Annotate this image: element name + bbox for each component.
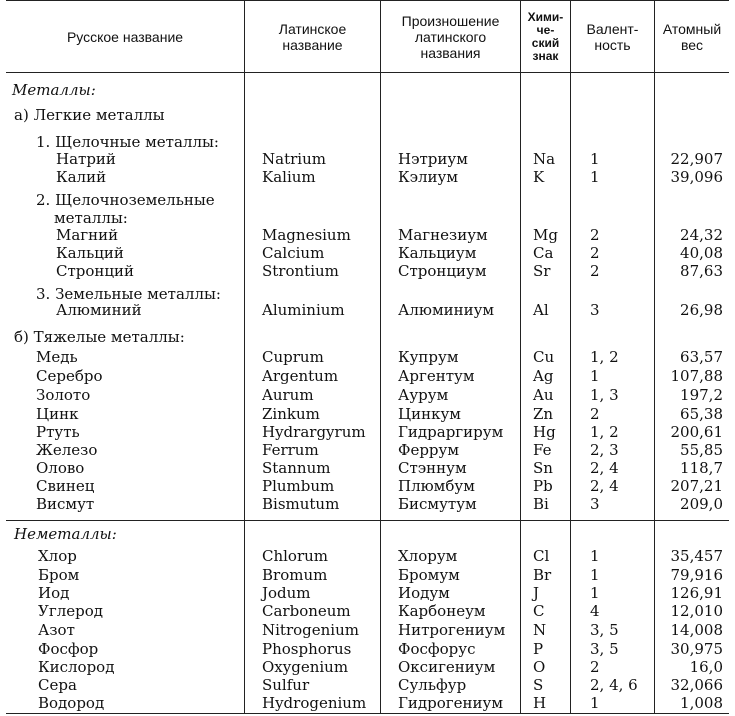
cell-latin-name: Stannum [262,459,331,477]
cell-russian-name: Магний [56,226,119,244]
cell-atomic-weight: 63,57 [680,348,723,366]
cell-atomic-weight: 12,010 [670,602,723,620]
cell-valence: 3, 5 [590,621,619,639]
cell-latin-name: Cuprum [262,348,324,366]
cell-atomic-weight: 35,457 [670,547,723,565]
cell-pronunciation: Алюминиум [398,301,495,319]
cell-russian-name: Кальций [56,244,124,262]
cell-valence: 1 [590,547,600,565]
cell-pronunciation: Гидраргирум [398,423,504,441]
column-divider [244,0,245,714]
cell-valence: 2 [590,262,600,280]
cell-russian-name: Фосфор [38,640,99,658]
cell-valence: 1 [590,694,600,712]
cell-pronunciation: Аурум [398,386,449,404]
cell-russian-name: Хлор [38,547,77,565]
cell-russian-name: Углерод [38,602,103,620]
cell-pronunciation: Карбонеум [398,602,486,620]
cell-russian-name: Кислород [38,658,115,676]
cell-russian-name: Медь [36,348,78,366]
cell-pronunciation: Плюмбум [398,477,475,495]
cell-valence: 1 [590,584,600,602]
cell-atomic-weight: 200,61 [670,423,723,441]
header-atomic-weight: Атомный вес [662,21,722,53]
cell-chemical-symbol: Pb [533,477,553,495]
group-label-alkali: 1. Щелочные металлы: [36,133,219,151]
cell-valence: 2, 4, 6 [590,676,638,694]
cell-russian-name: Иод [38,584,70,602]
cell-chemical-symbol: Al [533,301,549,319]
cell-pronunciation: Хлорум [398,547,458,565]
cell-pronunciation: Стэннум [398,459,467,477]
cell-valence: 2 [590,244,600,262]
cell-chemical-symbol: Br [533,566,552,584]
group-label-earth-metals: 3. Земельные металлы: [36,285,221,303]
cell-valence: 3 [590,495,600,513]
group-label-alkaline-earth: 2. Щелочноземельные [36,191,215,209]
header-chemical-symbol: Хими- че- ский знак [527,10,564,63]
section-divider [6,520,729,521]
cell-atomic-weight: 39,096 [670,168,723,186]
bottom-rule [6,713,729,714]
cell-russian-name: Бром [38,566,80,584]
cell-latin-name: Aluminium [262,301,345,319]
cell-latin-name: Hydrogenium [262,694,367,712]
header-latin-name: Латинское название [278,21,347,53]
cell-latin-name: Carboneum [262,602,351,620]
cell-chemical-symbol: Bi [533,495,549,513]
cell-russian-name: Цинк [36,405,79,423]
cell-latin-name: Bromum [262,566,328,584]
cell-atomic-weight: 32,066 [670,676,723,694]
cell-chemical-symbol: Mg [533,226,558,244]
cell-valence: 1 [590,367,600,385]
cell-atomic-weight: 107,88 [670,367,723,385]
cell-pronunciation: Иодум [398,584,450,602]
cell-latin-name: Plumbum [262,477,335,495]
cell-valence: 1, 2 [590,348,619,366]
cell-atomic-weight: 79,916 [670,566,723,584]
cell-atomic-weight: 30,975 [670,640,723,658]
cell-chemical-symbol: N [533,621,547,639]
cell-valence: 2, 4 [590,459,619,477]
cell-valence: 2, 4 [590,477,619,495]
cell-pronunciation: Нэтриум [398,150,468,168]
cell-valence: 2 [590,658,600,676]
cell-russian-name: Ртуть [36,423,80,441]
cell-russian-name: Водород [38,694,105,712]
cell-pronunciation: Гидрогениум [398,694,504,712]
cell-latin-name: Ferrum [262,441,319,459]
cell-latin-name: Aurum [262,386,314,404]
cell-pronunciation: Фосфорус [398,640,476,658]
cell-chemical-symbol: Fe [533,441,552,459]
group-label-alkaline-earth: металлы: [54,209,128,227]
cell-chemical-symbol: P [533,640,544,658]
cell-russian-name: Натрий [56,150,116,168]
cell-latin-name: Natrium [262,150,326,168]
cell-chemical-symbol: O [533,658,546,676]
cell-latin-name: Nitrogenium [262,621,359,639]
cell-chemical-symbol: Sn [533,459,553,477]
top-rule [6,0,729,1]
cell-chemical-symbol: C [533,602,545,620]
cell-valence: 2, 3 [590,441,619,459]
cell-chemical-symbol: K [533,168,545,186]
column-divider [570,0,571,714]
cell-atomic-weight: 207,21 [670,477,723,495]
cell-russian-name: Олово [36,459,85,477]
cell-atomic-weight: 14,008 [670,621,723,639]
group-label-heavy-metals: б) Тяжелые металлы: [14,328,185,346]
cell-russian-name: Серебро [36,367,103,385]
cell-latin-name: Calcium [262,244,325,262]
cell-atomic-weight: 24,32 [680,226,723,244]
cell-atomic-weight: 55,85 [680,441,723,459]
cell-pronunciation: Нитрогениум [398,621,506,639]
cell-pronunciation: Стронциум [398,262,487,280]
cell-valence: 1 [590,168,600,186]
cell-latin-name: Kalium [262,168,316,186]
cell-atomic-weight: 126,91 [670,584,723,602]
cell-chemical-symbol: J [533,584,540,602]
cell-atomic-weight: 22,907 [670,150,723,168]
cell-pronunciation: Купрум [398,348,459,366]
cell-pronunciation: Цинкум [398,405,461,423]
cell-latin-name: Chlorum [262,547,329,565]
cell-russian-name: Золото [36,386,91,404]
cell-chemical-symbol: Sr [533,262,551,280]
cell-russian-name: Свинец [36,477,95,495]
cell-atomic-weight: 118,7 [680,459,723,477]
cell-latin-name: Phosphorus [262,640,352,658]
cell-latin-name: Magnesium [262,226,351,244]
header-pronunciation: Произношение латинского названия [401,13,500,61]
cell-latin-name: Bismutum [262,495,340,513]
cell-chemical-symbol: Cu [533,348,555,366]
cell-latin-name: Sulfur [262,676,310,694]
column-divider [380,0,381,714]
cell-atomic-weight: 87,63 [680,262,723,280]
cell-russian-name: Сера [38,676,77,694]
cell-valence: 1, 3 [590,386,619,404]
cell-pronunciation: Бисмутум [398,495,477,513]
cell-pronunciation: Феррум [398,441,460,459]
cell-valence: 3 [590,301,600,319]
cell-chemical-symbol: H [533,694,547,712]
cell-pronunciation: Магнезиум [398,226,488,244]
cell-russian-name: Стронций [56,262,135,280]
header-valence: Валент- ность [586,21,639,53]
cell-pronunciation: Кэлиум [398,168,459,186]
cell-chemical-symbol: Au [533,386,554,404]
cell-atomic-weight: 65,38 [680,405,723,423]
section-label-nonmetals: Неметаллы: [14,525,117,543]
cell-pronunciation: Аргентум [398,367,475,385]
cell-chemical-symbol: Hg [533,423,556,441]
cell-valence: 4 [590,602,600,620]
cell-russian-name: Висмут [36,495,95,513]
cell-latin-name: Hydrargyrum [262,423,366,441]
cell-chemical-symbol: Cl [533,547,550,565]
cell-valence: 1, 2 [590,423,619,441]
cell-chemical-symbol: Ca [533,244,554,262]
cell-atomic-weight: 197,2 [680,386,723,404]
cell-atomic-weight: 209,0 [680,495,723,513]
cell-atomic-weight: 1,008 [680,694,723,712]
cell-valence: 2 [590,405,600,423]
cell-pronunciation: Оксигениум [398,658,496,676]
column-divider [520,0,521,714]
cell-atomic-weight: 40,08 [680,244,723,262]
cell-pronunciation: Сульфур [398,676,467,694]
cell-valence: 3, 5 [590,640,619,658]
cell-atomic-weight: 16,0 [689,658,723,676]
cell-russian-name: Калий [56,168,107,186]
cell-latin-name: Zinkum [262,405,320,423]
cell-chemical-symbol: Zn [533,405,554,423]
cell-latin-name: Oxygenium [262,658,349,676]
cell-latin-name: Strontium [262,262,339,280]
section-label-metals: Металлы: [12,81,96,99]
cell-pronunciation: Кальциум [398,244,477,262]
header-rule [6,72,729,73]
cell-valence: 2 [590,226,600,244]
cell-latin-name: Argentum [262,367,339,385]
cell-chemical-symbol: Na [533,150,556,168]
group-label-light-metals: а) Легкие металлы [14,106,165,124]
cell-russian-name: Железо [36,441,98,459]
cell-valence: 1 [590,566,600,584]
cell-chemical-symbol: S [533,676,544,694]
cell-chemical-symbol: Ag [533,367,554,385]
cell-valence: 1 [590,150,600,168]
cell-russian-name: Азот [38,621,75,639]
cell-latin-name: Jodum [262,584,311,602]
cell-atomic-weight: 26,98 [680,301,723,319]
header-russian-name: Русское название [66,29,184,45]
cell-pronunciation: Бромум [398,566,460,584]
cell-russian-name: Алюминий [56,301,142,319]
